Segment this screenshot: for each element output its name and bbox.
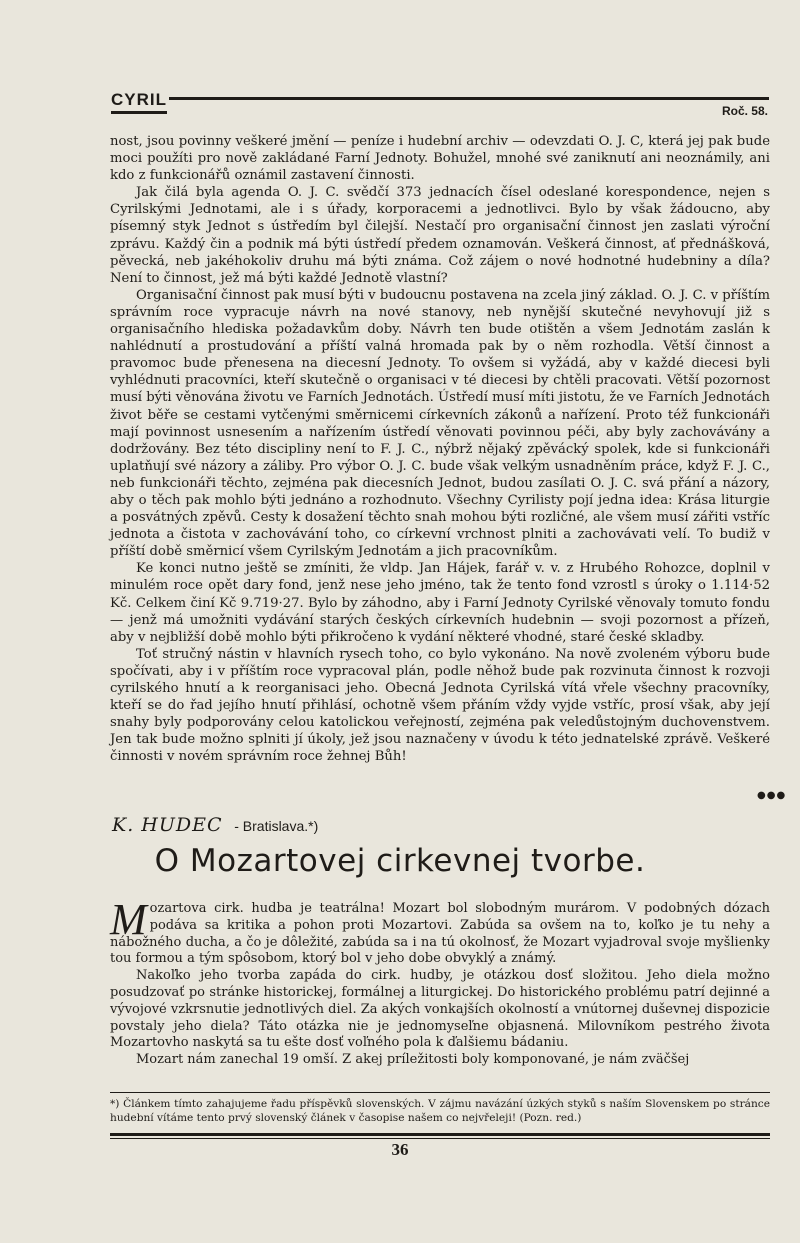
report-paragraph: Organisační činnost pak musí býti v budoucnu postavena na zcela jiný základ. O. J. C. v příštím správním roce vypracuje návrh na nové stanovy, neb nynější skutečné nevyhovují již s organisačního hlediska požadavkům doby. Návrh ten bude otištěn a všem Jednotám zaslán k nahlédnutí a prostudování a příští valná hromada pak by o něm rozhodla. Větší činnost a pravomoc bude přenesena na diecesní Jednoty. To ovšem si vyžádá, aby v každé diecesi byli vyhlédnuti pracovníci, kteří skutečně o organisaci v té diecesi by chtěli pracovati. Větší pozornost musí býti věnována životu ve Farních Jednotách. Ústředí musí míti jistotu, že ve Farních Jednotách život běře se cestami vytčenými směrnicemi církevních zákonů a nařízení. Proto též funkcionáři mají povinnost usnesením a nařízením ústředí věnovati povinnou péči, aby byly zachovávány a dodržovány. Bez této discipliny není to F. J. C., nýbrž nějaký zpěvácký spolek, kde si funkcionáři uplatňují své názory a záliby. Pro výbor O. J. C. bude však velkým usnadněním práce, když F. J. C., neb funkcionáři těchto, zejména pak diecesních Jednot, budou zasílati O. J. C. svá přání a názory, aby o těch pak mohlo býti jednáno a rozhodnuto. Všechny Cyrilisty pojí jedna idea: Krása liturgie a posvátných zpěvů. Cesty k dosažení těchto snah mohou býti rozličné, ale všem musí zářiti vstříc jednota a čistota v zachovávání toho, co církevní vrchnost plniti a zachovávati velí. To budiž v příští době směrnicí všem Cyrilským Jednotám a jich pracovníkům.: [110, 287, 770, 560]
report-paragraph: nost, jsou povinny veškeré jmění — peníze i hudební archiv — odevzdati O. J. C, která jej pak bude moci použíti pro nově zakládané Farní Jednoty. Bohužel, mnohé své zaniknutí ani neoznámily, ani kdo z funkcionářů oznámil zastavení činnosti.: [110, 134, 770, 184]
article-text: [110, 895, 770, 1069]
footer-rule-thin: [110, 1138, 770, 1139]
report-paragraph: Jak čilá byla agenda O. J. C. svědčí 373 jednacích čísel odeslané korespondence, nejen s Cyrilskými Jednotami, ale i s úřady, korporacemi a jednotlivci. Bylo by však žádoucno, aby písemný styk Jednot s ústředím byl čilejší. Nestačí pro organisační činnost jen zaslati výroční zprávu. Každý čin a podnik má býti ústředí předem oznamován. Veškerá činnost, ať přednášková, pěvecká, neb jakéhokoliv druhu má býti známa. Což zájem o nové hodnotné hudebniny a díla? Není to činnost, jež má býti každé Jednotě vlastní?: [110, 185, 770, 286]
footer-rule-thick: [110, 1133, 770, 1136]
article-title: O Mozartovej cirkevnej tvorbe.: [154, 843, 646, 879]
header-rule: [169, 97, 769, 100]
journal-name: CYRIL: [111, 90, 167, 114]
article-location: - Bratislava.*): [234, 818, 319, 834]
volume-year: Roč. 58.: [721, 104, 768, 118]
drop-cap: M: [110, 895, 147, 944]
article-paragraph: Nakoľko jeho tvorba zapáda do cirk. hudby, je otázkou dosť složitou. Jeho diela možno posudzovať po stránke historickej, formálnej a liturgickej. Do historického problému patrí dejinné a vývojové vzkrsnutie jednotlivých diel. Za akých vonkajších okolností a vnútornej duševnej dispozicie povstaly jeho diela? Táto otázka nie je jednomyseľne objasnená. Milovníkom pestrého života Mozartovho naskytá sa tu ešte dosť voľného pola k ďalšiemu bádaniu.: [110, 968, 770, 1051]
report-paragraph: Ke konci nutno ještě se zmíniti, že vldp. Jan Hájek, farář v. v. z Hrubého Rohozce, doplnil v minulém roce opět dary fond, jenž nese jeho jméno, tak že tento fond vzrostl s úroky o 1.114·52 Kč. Celkem činí Kč 9.719·27. Bylo by záhodno, aby i Farní Jednoty Cyrilské věnovaly tomuto fondu — jenž má umožniti vydávání starých českých církevních hudebnin — svoji pozornost a přízeň, aby v nejbližší době mohlo býti přikročeno k vydání některé vhodné, staré české skladby.: [110, 561, 770, 645]
article-paragraph: [110, 895, 770, 968]
article-paragraph-text: ozartova cirk. hudba je teatrálna! Mozart bol slobodným murárom. V podobných dózach podáva sa kritika a pohon proti Mozartovi. Zabúda sa ovšem na to, koľko je tu nehy a nábožného ducha, a čo je dôležité, zabúda sa i na tú okolnosť, že Mozart vyjadroval svoje myšlienky tou formou a tým spôsobom, ktorý bol v jeho dobe obvyklý a známý.: [110, 901, 770, 967]
report-paragraph: Toť stručný nástin v hlavních rysech toho, co bylo vykonáno. Na nově zvoleném výboru bude spočívati, aby i v příštím roce vypracoval plán, podle něhož bude pak rozvinuta činnost k rozvoji cyrilského hnutí a k reorganisaci jeho. Obecná Jednota Cyrilská vítá vřele všechny pracovníky, kteří se do řad jejího hnutí přihlásí, ochotně všem přáním vždy vyjde vstříc, prosí však, aby její snahy byly podporovány celou katolickou veřejností, zejména pak veledůstojným duchovenstvem. Jen tak bude možno splniti jí úkoly, jež jsou naznačeny v úvodu k této jednatelské zprávě. Veškeré činnosti v novém správním roce žehnej Bůh!: [110, 646, 770, 765]
article-author: K. HUDEC: [112, 814, 223, 836]
running-header: [111, 90, 768, 124]
article-paragraph: Mozart nám zanechal 19 omší. Z akej príležitosti boly komponované, je nám zväčšej: [136, 1052, 690, 1068]
page-number: 36: [391, 1140, 409, 1159]
footnote-rule: [110, 1092, 770, 1093]
end-ornament: ●●●: [757, 790, 787, 801]
report-text: [110, 133, 770, 765]
footnote: *) Článkem tímto zahajujeme řadu příspěvků slovenských. V zájmu navázání úzkých styků s naším Slovenskem po stránce hudební vítáme tento prvý slovenský článek v časopise našem co nejvřeleji! (Pozn. red.): [110, 1098, 770, 1124]
article-byline: [112, 814, 318, 836]
